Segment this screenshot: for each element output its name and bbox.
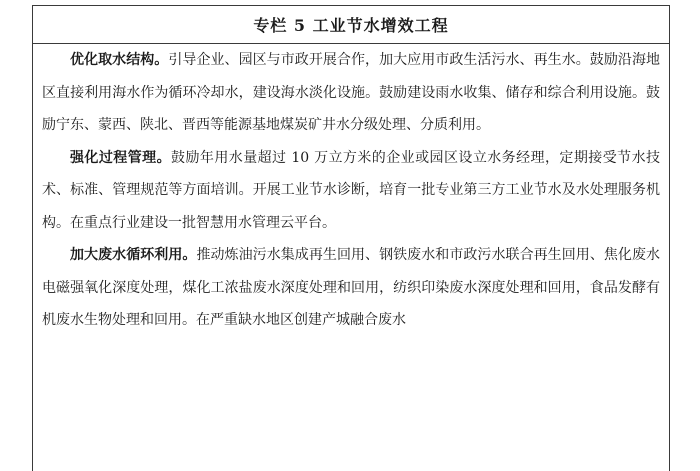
paragraph-body: 推动炼油污水集成再生回用、钢铁废水和市政污水联合再生回用、焦化废水电磁强氧化深度处理，煤化工浓盐废水深度处理和回用，纺织印染废水深度处理和回用，食品发酵有机废水生物处理和回用。在严重缺水地区创建产城融合废水 [42, 247, 661, 328]
paragraph-heading: 强化过程管理。 [70, 149, 172, 166]
box-title: 专栏 5 工业节水增效工程 [33, 6, 669, 44]
paragraph-body: 鼓励年用水量超过 10 万立方米的企业或园区设立水务经理，定期接受节水技术、标准、管理规范等方面培训。开展工业节水诊断，培育一批专业第三方工业节水及水处理服务机构。在重点行业建设一批智慧用水管理云平台。 [42, 149, 661, 231]
paragraph-optimize-water-intake [42, 44, 660, 142]
paragraph-body: 引导企业、园区与市政开展合作，加大应用市政生活污水、再生水。鼓励沿海地区直接利用海水作为循环冷却水，建设海水淡化设施。鼓励建设雨水收集、储存和综合利用设施。鼓励宁东、蒙西、陕北、晋西等能源基地煤炭矿井水分级处理、分质利用。 [42, 52, 661, 133]
paragraph-heading: 加大废水循环利用。 [70, 247, 197, 263]
paragraph-heading: 优化取水结构。 [70, 52, 169, 68]
feature-box [32, 5, 670, 471]
box-content [33, 44, 669, 337]
paragraph-process-management [42, 142, 660, 240]
paragraph-wastewater-recycling [42, 239, 660, 337]
